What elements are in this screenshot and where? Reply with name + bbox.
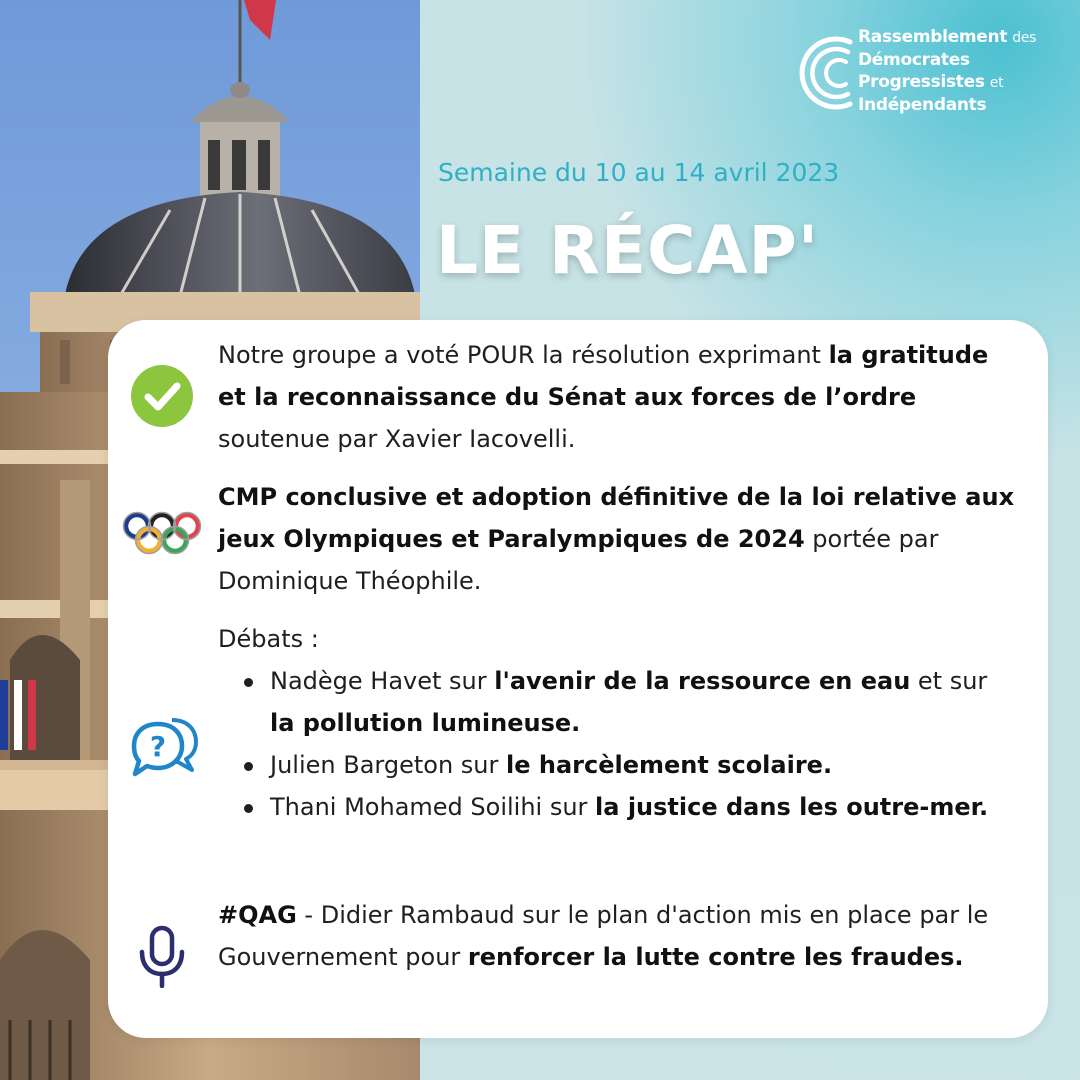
debates-list [270,660,1018,828]
logo-line4-bold: Indépendants [858,95,987,115]
week-subtitle: Semaine du 10 au 14 avril 2023 [438,158,840,187]
debates-heading: Débats : [218,625,319,653]
olympics-item-text [218,476,1018,602]
list-item [270,744,1018,786]
check-circle-icon [130,364,194,428]
page-title: LE RÉCAP' [436,212,820,289]
debate-1-text-1: Nadège Havet sur [270,667,495,695]
logo-line3-bold: Progressistes [858,72,985,92]
olympics-bold-1: CMP conclusive et adoption définitive de la loi relative aux jeux Olympiques et Paralympiques de 2024 [218,483,1015,553]
debate-1-bold-2: la pollution lumineuse. [270,709,581,737]
qag-bold-1: #QAG [218,901,297,929]
debate-2-text-1: Julien Bargeton sur [270,751,506,779]
logo-line1-bold: Rassemblement [858,27,1008,47]
debates-item-text [218,618,1018,828]
microphone-icon [136,924,188,988]
debate-1-text-2: et sur [910,667,988,695]
list-item [270,660,1018,744]
debate-3-text-1: Thani Mohamed Soilihi sur [270,793,596,821]
bullet-dot [244,762,253,771]
list-item [270,786,1018,828]
rdpi-logo [790,26,1060,122]
question-bubbles-icon [130,712,200,778]
olympics-text-1: portée par Dominique Théophile. [218,525,939,595]
qag-item-text [218,894,1018,978]
recap-card [108,320,1048,1038]
debate-1-bold-1: l'avenir de la ressource en eau [494,667,911,695]
qag-bold-2: renforcer la lutte contre les fraudes. [467,943,964,971]
debate-3-bold-1: la justice dans les outre-mer. [595,793,989,821]
debate-2-bold-1: le harcèlement scolaire. [506,751,833,779]
logo-line1-small: des [1012,30,1037,46]
olympic-rings-icon [122,510,202,560]
qag-text-1: - Didier Rambaud sur le plan d'action mis en place par le Gouvernement pour [218,901,989,971]
logo-line2-bold: Démocrates [858,50,970,70]
vote-text-2: soutenue par Xavier Iacovelli. [218,425,576,453]
concentric-arcs-icon [790,30,854,116]
vote-text-1: Notre groupe a voté POUR la résolution exprimant [218,341,829,369]
logo-wordmark [858,26,1036,116]
vote-bold-1: la gratitude et la reconnaissance du Sénat aux forces de l’ordre [218,341,989,411]
svg-text:?: ? [149,730,167,763]
bullet-dot [244,804,253,813]
bullet-dot [244,678,253,687]
logo-line3-small: et [989,75,1004,91]
vote-item-text [218,334,1018,460]
